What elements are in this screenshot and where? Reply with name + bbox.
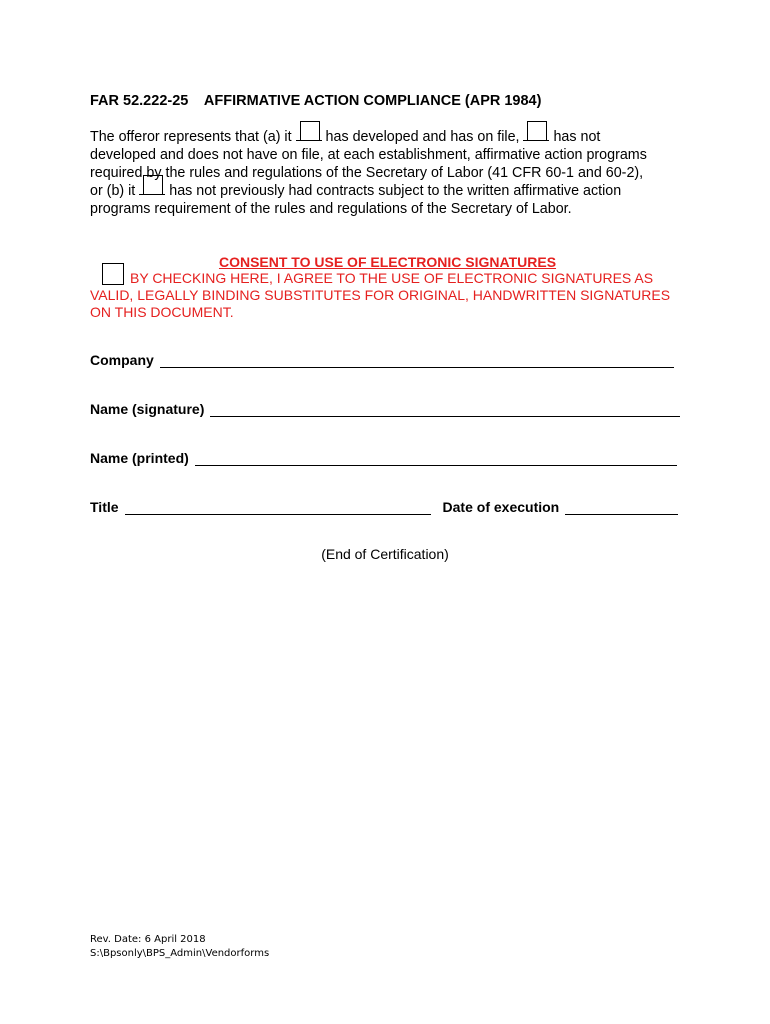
paragraph-text: has not: [553, 129, 601, 145]
has-developed-checkbox[interactable]: [300, 121, 320, 141]
name-signature-input-line[interactable]: [210, 402, 680, 417]
paragraph-line-3: required by the rules and regulations of the Secretary of Labor (41 CFR 60-1 and 60-2),: [90, 165, 644, 181]
company-input-line[interactable]: [160, 353, 674, 368]
name-printed-input-line[interactable]: [195, 451, 677, 466]
no-prior-contracts-checkbox[interactable]: [143, 175, 163, 195]
footer: [90, 933, 269, 961]
consent-line-1: BY CHECKING HERE, I AGREE TO THE USE OF ELECTRONIC SIGNATURES AS: [130, 270, 654, 286]
title-date-field: [90, 499, 678, 515]
name-signature-field: [90, 401, 680, 417]
date-of-execution-input-line[interactable]: [565, 500, 678, 515]
paragraph-text: has not previously had contracts subject to the written affirmative action: [169, 183, 622, 199]
paragraph-line-4: [90, 182, 690, 200]
form-heading: FAR 52.222-25 AFFIRMATIVE ACTION COMPLIANCE (APR 1984): [90, 93, 542, 109]
has-not-developed-checkbox-wrapper: [523, 139, 549, 141]
no-prior-contracts-checkbox-wrapper: [139, 193, 165, 195]
representation-paragraph: [90, 128, 690, 218]
footer-rev-date: Rev. Date: 6 April 2018: [90, 934, 206, 945]
consent-line-2: VALID, LEGALLY BINDING SUBSTITUTES FOR ORIGINAL, HANDWRITTEN SIGNATURES: [90, 287, 671, 303]
paragraph-line-5: programs requirement of the rules and regulations of the Secretary of Labor.: [90, 201, 572, 217]
paragraph-text: has developed and has on file,: [325, 129, 520, 145]
paragraph-text: The offeror represents that (a) it: [90, 129, 292, 145]
title-label: Title: [90, 499, 119, 515]
paragraph-text: or (b) it: [90, 183, 136, 199]
date-of-execution-label: Date of execution: [442, 499, 560, 515]
name-signature-label: Name (signature): [90, 401, 205, 417]
consent-text: [90, 270, 710, 321]
name-printed-field: [90, 450, 677, 466]
consent-line-3: ON THIS DOCUMENT.: [90, 304, 234, 320]
company-field: [90, 352, 674, 368]
consent-title: CONSENT TO USE OF ELECTRONIC SIGNATURES: [218, 254, 557, 270]
has-developed-checkbox-wrapper: [296, 139, 322, 141]
footer-path: S:\Bpsonly\BPS_Admin\Vendorforms: [90, 948, 270, 959]
has-not-developed-checkbox[interactable]: [527, 121, 547, 141]
end-of-certification: (End of Certification): [321, 546, 449, 562]
company-label: Company: [90, 352, 154, 368]
title-input-line[interactable]: [125, 500, 431, 515]
paragraph-line-2: developed and does not have on file, at each establishment, affirmative action programs: [90, 147, 647, 163]
name-printed-label: Name (printed): [90, 450, 189, 466]
paragraph-line-1: [90, 128, 690, 146]
